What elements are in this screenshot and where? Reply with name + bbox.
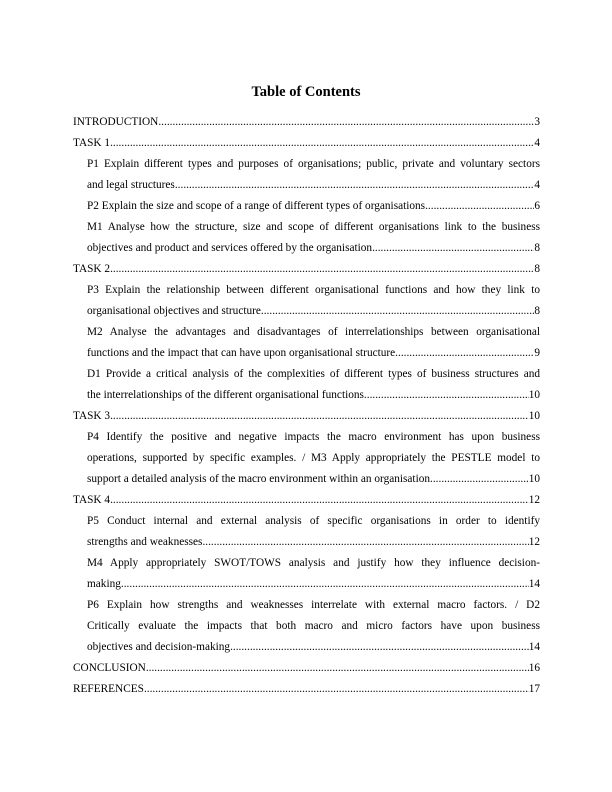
page-number: 14 <box>528 641 540 653</box>
toc-entry-text: support a detailed analysis of the macro environment within an organisation <box>87 473 431 485</box>
dot-leader <box>110 259 534 280</box>
page-number: 4 <box>534 137 540 149</box>
dot-leader <box>110 490 529 511</box>
toc-entry-text: organisational objectives and structure <box>87 305 261 317</box>
toc-entry-p4-m3[interactable] <box>73 427 540 490</box>
toc-entry-text: CONCLUSION <box>73 662 146 674</box>
dot-leader <box>372 238 534 259</box>
toc-entry-p1[interactable] <box>73 154 540 196</box>
dot-leader <box>202 532 528 553</box>
page-number: 10 <box>528 389 540 401</box>
toc-entry-text: P3 Explain the relationship between different organisational functions and how they link to <box>87 284 540 296</box>
dot-leader <box>110 133 534 154</box>
toc-entry-p3[interactable] <box>73 280 540 322</box>
toc-entry-text: objectives and decision-making <box>87 641 231 653</box>
toc-entry-p2[interactable] <box>73 196 540 217</box>
toc-entry-task-4[interactable] <box>73 490 540 511</box>
page-number: 6 <box>534 200 540 212</box>
dot-leader <box>175 175 535 196</box>
toc-entry-task-3[interactable] <box>73 406 540 427</box>
toc-entry-m1[interactable] <box>73 217 540 259</box>
dot-leader <box>364 385 529 406</box>
toc-title: Table of Contents <box>251 84 361 100</box>
toc-entry-text: P2 Explain the size and scope of a range of different types of organisations <box>87 200 426 212</box>
toc-entry-text: P4 Identify the positive and negative impacts the macro environment has upon business <box>87 431 540 443</box>
dot-leader <box>121 574 529 595</box>
dot-leader <box>261 301 534 322</box>
page-number: 14 <box>528 578 540 590</box>
toc-entry-text: strengths and weaknesses <box>87 536 203 548</box>
toc-entry-text: P5 Conduct internal and external analysis of specific organisations in order to identify <box>87 515 540 527</box>
dot-leader <box>110 406 529 427</box>
toc-entry-text: and legal structures <box>87 179 175 191</box>
toc-entry-text: INTRODUCTION <box>73 116 159 128</box>
toc-entry-text: M4 Apply appropriately SWOT/TOWS analysis and justify how they influence decision- <box>87 557 540 569</box>
toc-entry-text: TASK 4 <box>73 494 111 506</box>
page-number: 10 <box>528 410 540 422</box>
toc-entry-text: the interrelationships of the different organisational functions <box>87 389 364 401</box>
dot-leader <box>425 196 534 217</box>
dot-leader <box>144 679 529 700</box>
toc-entry-m4[interactable] <box>73 553 540 595</box>
toc-entry-p5[interactable] <box>73 511 540 553</box>
page-number: 3 <box>534 116 540 128</box>
toc-entry-text: TASK 2 <box>73 263 111 275</box>
page-number: 8 <box>534 305 540 317</box>
page-number: 12 <box>528 494 540 506</box>
toc-entry-text: Critically evaluate the impacts that both macro and micro factors have upon business <box>87 620 540 632</box>
toc-entry-text: making <box>87 578 121 590</box>
toc-entry-task-1[interactable] <box>73 133 540 154</box>
toc-entry-text: objectives and product and services offered by the organisation <box>87 242 373 254</box>
toc-entry-p6-d2[interactable] <box>73 595 540 658</box>
page-number: 12 <box>528 536 540 548</box>
toc-entry-text: P6 Explain how strengths and weaknesses interrelate with external macro factors. / D2 <box>87 599 540 611</box>
page-number: 17 <box>528 683 540 695</box>
toc-entry-introduction[interactable] <box>73 112 540 133</box>
dot-leader <box>395 343 534 364</box>
toc-entry-text: M1 Analyse how the structure, size and scope of different organisations link to the business <box>87 221 540 233</box>
table-of-contents <box>73 112 540 700</box>
toc-entry-text: functions and the impact that can have upon organisational structure <box>87 347 396 359</box>
dot-leader <box>146 658 529 679</box>
toc-entry-task-2[interactable] <box>73 259 540 280</box>
dot-leader <box>430 469 529 490</box>
toc-entry-text: P1 Explain different types and purposes of organisations; public, private and voluntary sectors <box>87 158 540 170</box>
toc-entry-m2[interactable] <box>73 322 540 364</box>
page-number: 9 <box>534 347 540 359</box>
toc-entry-references[interactable] <box>73 679 540 700</box>
page-number: 8 <box>534 263 540 275</box>
toc-entry-text: TASK 1 <box>73 137 111 149</box>
toc-entry-text: TASK 3 <box>73 410 111 422</box>
toc-entry-d1[interactable] <box>73 364 540 406</box>
toc-entry-text: D1 Provide a critical analysis of the complexities of different types of business structures and <box>87 368 540 380</box>
dot-leader <box>158 112 534 133</box>
page-number: 16 <box>528 662 540 674</box>
toc-entry-text: operations, supported by specific examples. / M3 Apply appropriately the PESTLE model to <box>87 452 540 464</box>
dot-leader <box>230 637 529 658</box>
toc-entry-conclusion[interactable] <box>73 658 540 679</box>
page-number: 10 <box>528 473 540 485</box>
toc-entry-text: M2 Analyse the advantages and disadvantages of interrelationships between organisational <box>87 326 540 338</box>
page-number: 8 <box>534 242 540 254</box>
toc-entry-text: REFERENCES <box>73 683 144 695</box>
page-number: 4 <box>534 179 540 191</box>
